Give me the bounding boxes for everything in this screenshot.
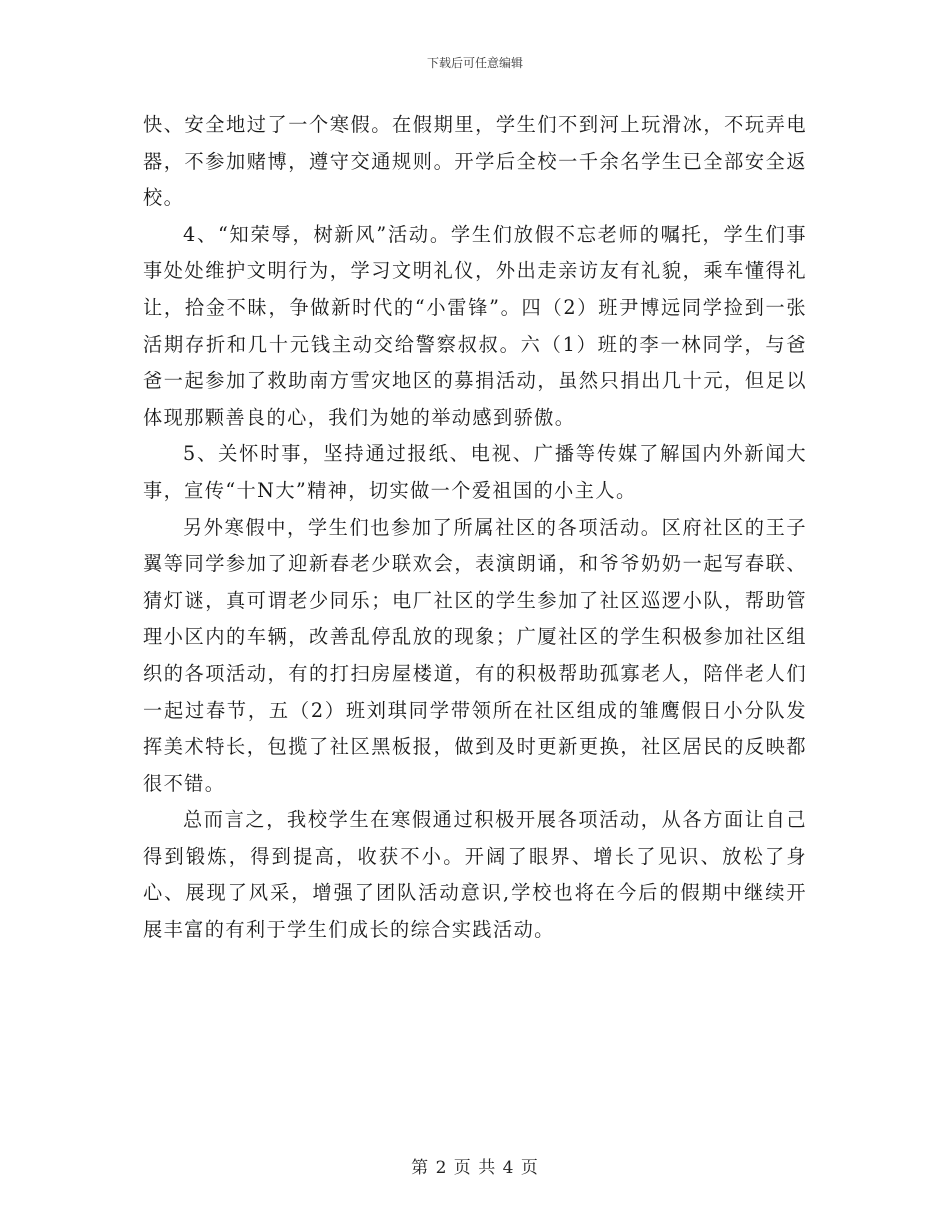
page-number-footer: 第 2 页 共 4 页 <box>411 1158 539 1178</box>
paragraph-community-activities: 另外寒假中，学生们也参加了所属社区的各项活动。区府社区的王子翼等同学参加了迎新春老少联欢会，表演朗诵，和爷爷奶奶一起写春联、猜灯谜，真可谓老少同乐；电厂社区的学生参加了社区巡逻小队，帮助管理小区内的车辆，改善乱停乱放的现象；广厦社区的学生积极参加社区组织的各项活动，有的打扫房屋楼道，有的积极帮助孤寡老人，陪伴老人们一起过春节，五（2）班刘琪同学带领所在社区组成的雏鹰假日小分队发挥美术特长，包揽了社区黑板报，做到及时更新更换，社区居民的反映都很不错。 <box>143 515 807 795</box>
paragraph-conclusion: 总而言之，我校学生在寒假通过积极开展各项活动，从各方面让自己得到锻炼，得到提高，收获不小。开阔了眼界、增长了见识、放松了身心、展现了风采，增强了团队活动意识,学校也将在今后的假期中继续开展丰富的有利于学生们成长的综合实践活动。 <box>143 808 807 942</box>
document-body <box>143 107 807 949</box>
paragraph-item-4: 4、“知荣辱，树新风”活动。学生们放假不忘老师的嘱托，学生们事事处处维护文明行为，学习文明礼仪，外出走亲访友有礼貌，乘车懂得礼让，拾金不昧，争做新时代的“小雷锋”。四（2）班尹博远同学捡到一张活期存折和几十元钱主动交给警察叔叔。六（1）班的李一林同学，与爸爸一起参加了救助南方雪灾地区的募捐活动，虽然只捐出几十元，但足以体现那颗善良的心，我们为她的举动感到骄傲。 <box>143 222 807 429</box>
paragraph-safety-continued: 快、安全地过了一个寒假。在假期里，学生们不到河上玩滑冰，不玩弄电器，不参加赌博，遵守交通规则。开学后全校一千余名学生已全部安全返校。 <box>143 113 807 210</box>
paragraph-item-5: 5、关怀时事，坚持通过报纸、电视、广播等传媒了解国内外新闻大事，宣传“十N大”精神，切实做一个爱祖国的小主人。 <box>143 442 807 502</box>
page-header: 下载后可任意编辑 <box>426 56 523 70</box>
